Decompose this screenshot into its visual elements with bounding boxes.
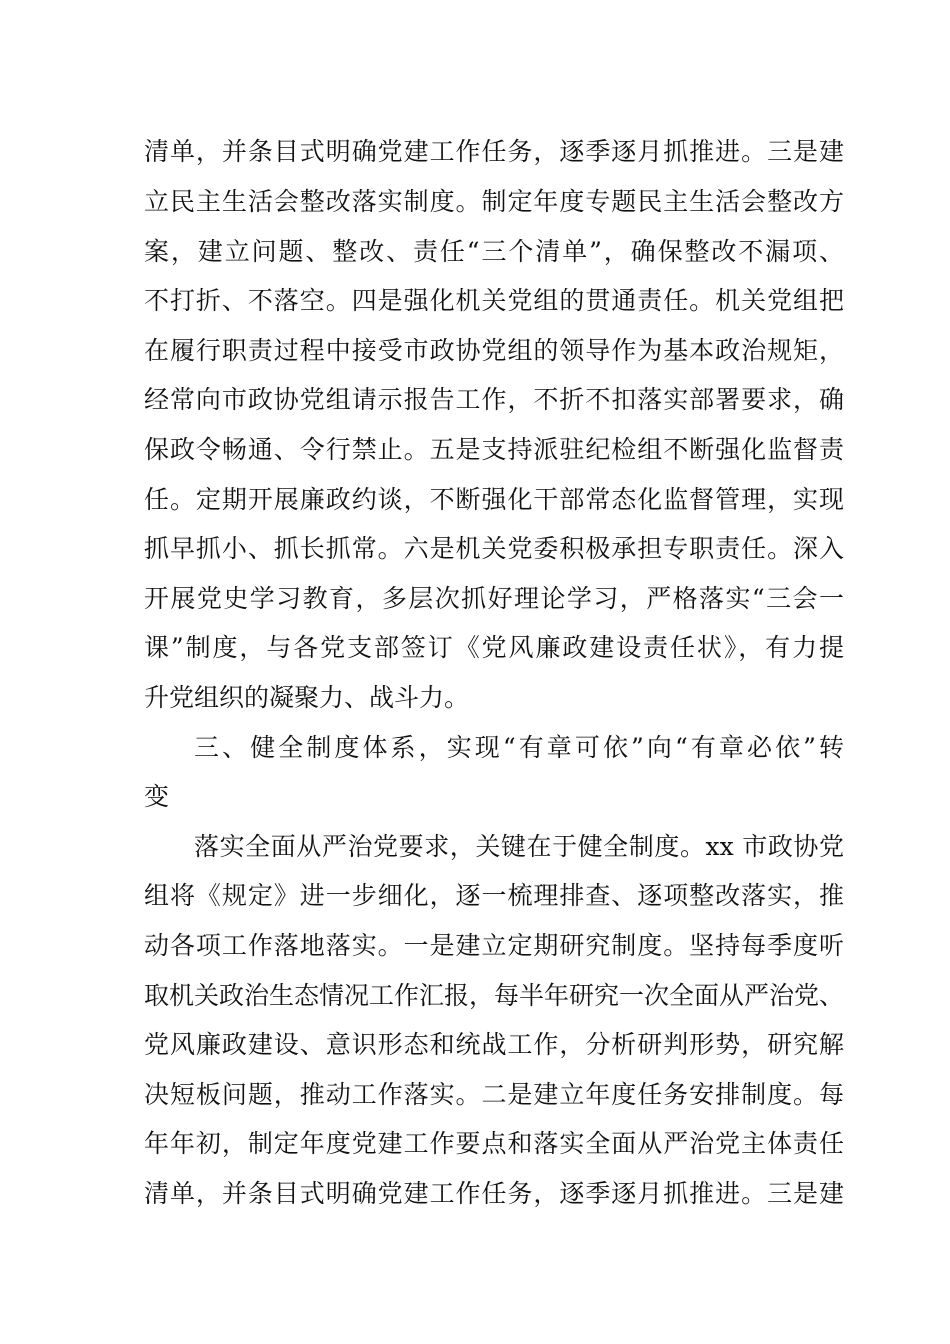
paragraph-line: 开展党史学习教育，多层次抓好理论学习，严格落实“三会一	[144, 584, 844, 613]
paragraph-line: 经常向市政协党组请示报告工作，不折不扣落实部署要求，确	[144, 385, 844, 414]
section-heading-continued: 变	[144, 782, 170, 811]
paragraph-line: 任。定期开展廉政约谈，不断强化干部常态化监督管理，实现	[144, 485, 844, 514]
paragraph-line: 清单，并条目式明确党建工作任务，逐季逐月抓推进。三是建	[144, 137, 844, 166]
paragraph-line: 落实全面从严治党要求，关键在于健全制度。xx 市政协党	[194, 832, 844, 861]
paragraph-line: 党风廉政建设、意识形态和统战工作，分析研判形势，研究解	[144, 1030, 844, 1059]
section-heading: 三、健全制度体系，实现“有章可依”向“有章必依”转	[194, 733, 844, 762]
paragraph-line: 清单，并条目式明确党建工作任务，逐季逐月抓推进。三是建	[144, 1179, 844, 1208]
paragraph-line: 动各项工作落地落实。一是建立定期研究制度。坚持每季度听	[144, 931, 844, 960]
paragraph-line: 案，建立问题、整改、责任“三个清单”，确保整改不漏项、	[144, 237, 844, 266]
paragraph-line: 抓早抓小、抓长抓常。六是机关党委积极承担专职责任。深入	[144, 534, 844, 563]
paragraph-line: 升党组织的凝聚力、战斗力。	[144, 683, 470, 712]
paragraph-line: 立民主生活会整改落实制度。制定年度专题民主生活会整改方	[144, 187, 844, 216]
paragraph-line: 课”制度，与各党支部签订《党风廉政建设责任状》，有力提	[144, 633, 844, 662]
paragraph-line: 取机关政治生态情况工作汇报，每半年研究一次全面从严治党、	[144, 981, 844, 1010]
paragraph-line: 组将《规定》进一步细化，逐一梳理排查、逐项整改落实，推	[144, 881, 844, 910]
paragraph-line: 年年初，制定年度党建工作要点和落实全面从严治党主体责任	[144, 1129, 844, 1158]
paragraph-line: 在履行职责过程中接受市政协党组的领导作为基本政治规矩，	[144, 336, 844, 365]
paragraph-line: 决短板问题，推动工作落实。二是建立年度任务安排制度。每	[144, 1080, 844, 1109]
paragraph-line: 保政令畅通、令行禁止。五是支持派驻纪检组不断强化监督责	[144, 435, 844, 464]
paragraph-line: 不打折、不落空。四是强化机关党组的贯通责任。机关党组把	[144, 286, 844, 315]
